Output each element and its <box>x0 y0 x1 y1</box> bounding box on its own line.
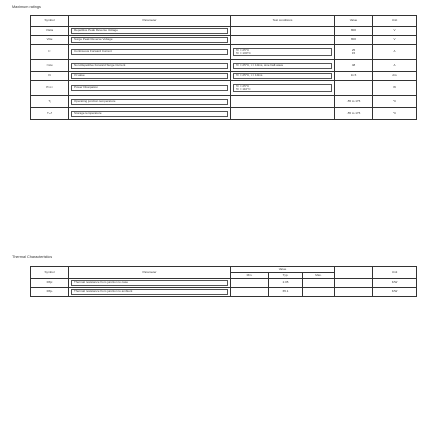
max-cell <box>303 288 335 297</box>
symbol-cell: Rθⱼᴄ <box>31 279 69 288</box>
header-test-conditions: Test conditions <box>231 16 335 27</box>
conditions-cell <box>231 96 335 108</box>
value-cell: -55 to 175 <box>335 96 373 108</box>
unit-cell: °C <box>373 108 417 120</box>
unit-cell: A <box>373 45 417 60</box>
value-cell: 800 <box>335 27 373 36</box>
table-row <box>31 36 417 45</box>
header-value: Value <box>335 16 373 27</box>
value-cell: -55 to 175 <box>335 108 373 120</box>
parameter-cell <box>69 72 231 81</box>
conditions-text: Tc = 25°C Tc = 110°C <box>233 84 332 93</box>
header-unit: Unit <box>373 16 417 27</box>
table-row <box>31 72 417 81</box>
parameter-text: Thermal resistance from junction to ambient <box>71 289 228 295</box>
conditions-cell <box>231 45 335 60</box>
parameter-text: Continuous Forward Current <box>71 49 228 55</box>
unit-cell: K/W <box>373 279 417 288</box>
value-cell: 11.5 <box>335 72 373 81</box>
header-min: Min. <box>231 273 269 279</box>
conditions-cell <box>231 60 335 72</box>
header-unit: Unit <box>373 267 417 279</box>
unit-cell: A <box>373 60 417 72</box>
header-symbol: Symbol <box>31 16 69 27</box>
header-symbol: Symbol <box>31 267 69 279</box>
conditions-cell <box>231 72 335 81</box>
symbol-cell: Iᴛᴄᴍ <box>31 60 69 72</box>
header-parameter: Parameter <box>69 267 231 279</box>
symbol-cell: Pᴛᴏᴛ <box>31 81 69 96</box>
parameter-text: I²t value <box>71 73 228 79</box>
max-cell <box>303 279 335 288</box>
maximum-ratings-title: Maximum ratings <box>12 5 41 9</box>
table-row <box>31 60 417 72</box>
conditions-text: Tc = 25°C Tc = 100°C <box>233 48 332 57</box>
table-row <box>31 288 417 297</box>
min-cell <box>231 279 269 288</box>
table-row <box>31 96 417 108</box>
thermal-characteristics-table <box>30 266 417 297</box>
unit-cell: V <box>373 36 417 45</box>
symbol-cell: Vᴅᴍ <box>31 36 69 45</box>
typ-cell: 65.1 <box>269 288 303 297</box>
symbol-cell: Iᴛ <box>31 45 69 60</box>
parameter-cell <box>69 81 231 96</box>
parameter-text: Non-Repetitive Forward Surge Current <box>71 63 228 69</box>
thermal-characteristics-title: Thermal Characteristics <box>12 255 53 259</box>
table-row <box>31 81 417 96</box>
conditions-text: Tc = 25°C, t = 10ms <box>233 73 332 79</box>
symbol-cell: Vᴅᴅᴍ <box>31 27 69 36</box>
parameter-text: Power Dissipation <box>71 85 228 91</box>
parameter-cell <box>69 96 231 108</box>
conditions-cell <box>231 81 335 96</box>
parameter-text: Operating junction temperature <box>71 99 228 105</box>
unit-cell: K/W <box>373 288 417 297</box>
parameter-text: Surge Peak Reverse Voltage <box>71 37 228 43</box>
maximum-ratings-table <box>30 15 417 120</box>
typ-cell: 2.05 <box>269 279 303 288</box>
conditions-cell <box>231 36 335 45</box>
symbol-cell: Tₛₜᵍ <box>31 108 69 120</box>
parameter-cell <box>69 27 231 36</box>
value-cell: 800 <box>335 36 373 45</box>
header-parameter: Parameter <box>69 16 231 27</box>
spacer-cell <box>335 279 373 288</box>
header-spacer <box>335 267 373 279</box>
table-row <box>31 27 417 36</box>
parameter-cell <box>69 60 231 72</box>
min-cell <box>231 288 269 297</box>
parameter-cell <box>69 45 231 60</box>
table-row <box>31 279 417 288</box>
parameter-cell <box>69 36 231 45</box>
unit-cell: °C <box>373 96 417 108</box>
symbol-cell: Rθⱼᴀ <box>31 288 69 297</box>
parameter-cell <box>69 279 231 288</box>
value-cell <box>335 81 373 96</box>
parameter-cell <box>69 288 231 297</box>
parameter-text: Thermal resistance from junction to case <box>71 280 228 286</box>
symbol-cell: Tⱼ <box>31 96 69 108</box>
spacer-cell <box>335 288 373 297</box>
conditions-cell <box>231 108 335 120</box>
header-value: Value <box>231 267 335 273</box>
conditions-cell <box>231 27 335 36</box>
value-cell: 25 15 <box>335 45 373 60</box>
table-row <box>31 108 417 120</box>
value-cell: 48 <box>335 60 373 72</box>
parameter-cell <box>69 108 231 120</box>
symbol-cell: I²t <box>31 72 69 81</box>
header-max: Max. <box>303 273 335 279</box>
unit-cell: W <box>373 81 417 96</box>
parameter-text: Storage temperature <box>71 111 228 117</box>
parameter-text: Repetitive Peak Reverse Voltage <box>71 28 228 34</box>
unit-cell: V <box>373 27 417 36</box>
header-typ: Typ. <box>269 273 303 279</box>
table-row <box>31 45 417 60</box>
conditions-text: Tc = 25°C, t = 10ms, sine half-wave <box>233 63 332 69</box>
unit-cell: A²s <box>373 72 417 81</box>
